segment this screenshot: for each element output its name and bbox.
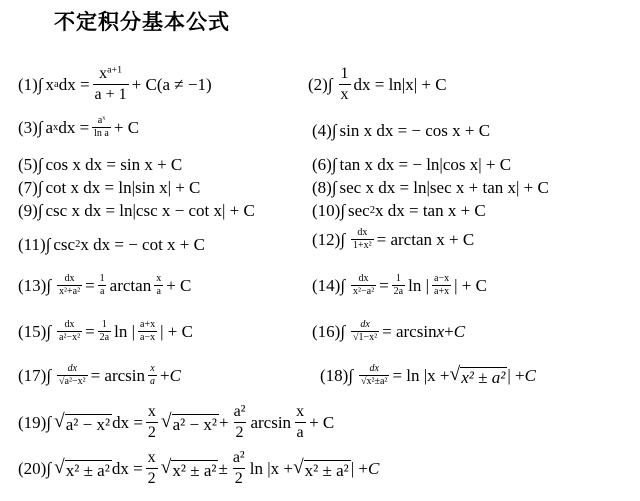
coefficient-fraction xyxy=(392,274,405,297)
fraction xyxy=(351,320,379,343)
result: sec x dx = ln|sec x + tan x| + C xyxy=(339,178,549,197)
integrand: sec xyxy=(348,201,370,220)
denominator: 2 xyxy=(235,424,244,441)
radicand: x² ± a² xyxy=(65,461,110,480)
formula-7 xyxy=(18,179,200,196)
integral-sign: ∫ xyxy=(340,201,345,220)
integral-sign: ∫ xyxy=(340,230,345,249)
numerator: a² xyxy=(233,403,246,420)
root-sign: √ xyxy=(160,411,172,432)
equals: dx = xyxy=(111,459,143,478)
denominator: x²−a² xyxy=(353,286,375,297)
function-name: ln | xyxy=(114,322,136,341)
radicand: x² ± a² xyxy=(172,461,217,480)
integral-sign: ∫ xyxy=(46,322,51,341)
result: csc x dx = ln|csc x − cot x| + C xyxy=(45,201,255,220)
constant: + C xyxy=(113,118,140,137)
result: = arctan x + C xyxy=(376,230,475,249)
constant: C xyxy=(368,459,380,478)
plus: | + xyxy=(507,366,525,385)
integral-sign: ∫ xyxy=(46,459,51,478)
formula-8 xyxy=(312,179,549,196)
denominator: 2 xyxy=(147,424,156,441)
result: dx = ln|x| + C xyxy=(353,75,447,94)
result: x dx = tan x + C xyxy=(374,201,486,220)
result: sin x dx = − cos x + C xyxy=(339,121,491,140)
numerator: a xyxy=(97,115,103,126)
formula-number: (6) xyxy=(312,155,332,174)
formula-number: (1) xyxy=(18,75,38,94)
integral-sign: ∫ xyxy=(340,276,345,295)
fraction xyxy=(57,320,82,343)
integral-sign: ∫ xyxy=(331,155,337,174)
formula-number: (8) xyxy=(312,178,332,197)
square-root xyxy=(161,412,219,433)
formula-number: (4) xyxy=(312,121,332,140)
formula-18 xyxy=(320,364,536,387)
coefficient-fraction xyxy=(98,320,111,343)
numerator: x xyxy=(156,273,162,284)
variable: x xyxy=(436,322,445,341)
numerator: 1 xyxy=(101,319,107,330)
equals: = xyxy=(85,322,95,341)
integral-sign: ∫ xyxy=(37,155,43,174)
formula-number: (19) xyxy=(18,413,47,432)
formula-number: (17) xyxy=(18,366,47,385)
formula-10: (10) ∫ sec 2 x dx = tan x + C xyxy=(312,201,486,220)
radicand: a² − x² xyxy=(172,415,217,434)
function-name: ln |x + xyxy=(249,459,293,478)
root-sign: √ xyxy=(361,376,367,387)
numerator: x xyxy=(147,449,156,466)
radicand: x² ± a² xyxy=(304,461,349,480)
numerator: 1 xyxy=(340,65,349,82)
numerator: a+x xyxy=(140,319,156,330)
formula-5 xyxy=(18,156,182,173)
integral-sign: ∫ xyxy=(46,366,51,385)
formula-number: (20) xyxy=(18,459,47,478)
result: = ln |x + xyxy=(392,366,450,385)
equals: dx = xyxy=(58,118,90,137)
formula-number: (13) xyxy=(18,276,47,295)
formula-4 xyxy=(312,122,490,139)
formula-number: (11) xyxy=(18,235,46,254)
formula-15 xyxy=(18,320,193,343)
radicand: x²±a² xyxy=(366,376,388,387)
numerator: dx xyxy=(67,363,78,374)
integral-sign: ∫ xyxy=(327,75,333,94)
formula-3: (3) ∫ a x dx = $\frac{a^x}{\text{ln a}}$ + C xyxy=(18,114,140,139)
denominator: x xyxy=(340,86,349,103)
fraction xyxy=(92,116,111,139)
equals: dx = xyxy=(58,75,90,94)
formula-9 xyxy=(18,202,255,219)
formula-12 xyxy=(312,228,474,251)
square-root xyxy=(54,412,112,433)
exponent: x xyxy=(102,114,106,122)
denominator: a xyxy=(296,424,304,441)
function-name: arcsin xyxy=(250,413,292,432)
plus: | + xyxy=(350,459,368,478)
integral-sign: ∫ xyxy=(348,366,353,385)
formula-20 xyxy=(18,450,379,487)
fraction xyxy=(359,364,389,387)
integral-sign: ∫ xyxy=(37,201,43,220)
argument-fraction xyxy=(294,404,306,441)
formula-13 xyxy=(18,274,191,297)
root-sign: √ xyxy=(54,411,65,432)
result: cos x dx = sin x + C xyxy=(45,155,183,174)
integral-sign: ∫ xyxy=(37,178,43,197)
fraction xyxy=(57,364,88,387)
formula-number: (15) xyxy=(18,322,47,341)
denominator: 2a xyxy=(99,332,110,343)
denominator: x²+a² xyxy=(59,286,81,297)
plus: + xyxy=(160,366,170,385)
root-sign: √ xyxy=(353,332,359,343)
numerator: 1 xyxy=(395,273,401,284)
denominator: a xyxy=(150,376,156,387)
coefficient-fraction xyxy=(146,404,158,441)
integral-sign: ∫ xyxy=(37,75,43,94)
result: x dx = − cot x + C xyxy=(80,235,205,254)
page-title: 不定积分基本公式 xyxy=(54,10,230,34)
fraction xyxy=(339,66,351,103)
argument-fraction xyxy=(154,274,163,297)
formula-6 xyxy=(312,156,511,173)
root-sign: √ xyxy=(449,364,461,385)
radicand: x² ± a² xyxy=(461,368,506,387)
formula-number: (2) xyxy=(308,75,328,94)
equals: = xyxy=(379,276,389,295)
square-root xyxy=(54,458,112,479)
coefficient-fraction xyxy=(146,450,158,487)
formula-16 xyxy=(312,320,465,343)
denominator: ln a xyxy=(94,128,109,139)
root-sign: √ xyxy=(54,457,65,478)
formula-number: (5) xyxy=(18,155,38,174)
numerator: dx xyxy=(360,319,370,330)
numerator: dx xyxy=(369,363,379,374)
integral-sign: ∫ xyxy=(331,121,337,140)
denominator: a²−x² xyxy=(59,332,81,343)
fraction xyxy=(351,228,374,251)
formula-17 xyxy=(18,364,181,387)
numerator: 1 xyxy=(99,273,105,284)
coefficient-fraction xyxy=(98,274,107,297)
root-sign: √ xyxy=(59,376,65,387)
integral-sign: ∫ xyxy=(340,322,345,341)
equals: = xyxy=(85,276,95,295)
exponent: a+1 xyxy=(107,64,123,76)
constant: + C(a ≠ −1) xyxy=(131,75,212,94)
integral-sign: ∫ xyxy=(46,413,51,432)
constant: C xyxy=(169,366,181,385)
integral-sign: ∫ xyxy=(46,276,51,295)
function-name: arctan xyxy=(109,276,152,295)
denominator: a xyxy=(156,286,161,297)
formula-number: (18) xyxy=(320,366,349,385)
argument-fraction xyxy=(432,274,451,297)
formula-number: (3) xyxy=(18,118,38,137)
coefficient-fraction xyxy=(232,404,248,441)
formula-14 xyxy=(312,274,487,297)
numerator: dx xyxy=(64,273,75,284)
plus: + xyxy=(444,322,454,341)
numerator: dx xyxy=(358,273,369,284)
integral-sign: ∫ xyxy=(37,118,43,137)
formula-11: (11) ∫ csc 2 x dx = − cot x + C xyxy=(18,235,205,254)
formula-number: (9) xyxy=(18,201,38,220)
denominator: a xyxy=(99,286,105,297)
formula-number: (7) xyxy=(18,178,38,197)
radicand: a² − x² xyxy=(65,415,111,434)
formula-number: (12) xyxy=(312,230,341,249)
square-root xyxy=(450,365,508,386)
constant: + C xyxy=(309,413,335,432)
equals: dx = xyxy=(112,413,143,432)
constant: + C xyxy=(166,276,192,295)
numerator: a−x xyxy=(434,273,450,284)
formula-19 xyxy=(18,404,334,441)
constant: C xyxy=(453,322,466,341)
function-name: ln | xyxy=(408,276,430,295)
integral-sign: ∫ xyxy=(331,178,337,197)
formula-number: (14) xyxy=(312,276,341,295)
integrand: csc xyxy=(53,235,76,254)
integrand: x xyxy=(45,75,54,94)
numerator: x xyxy=(147,403,156,420)
formula-1: (1) ∫ x a dx = $\frac{x^{a+1}}{a + 1}$ + C(a ≠ −1) xyxy=(18,64,212,103)
square-root xyxy=(161,458,219,479)
equals: = arcsin xyxy=(382,322,437,341)
numerator: dx xyxy=(357,227,368,238)
integral-sign: ∫ xyxy=(45,235,51,254)
formula-number: (16) xyxy=(312,322,341,341)
coefficient-fraction xyxy=(231,450,247,487)
numerator: x xyxy=(99,65,108,82)
numerator: x xyxy=(150,363,155,374)
numerator: x xyxy=(296,403,305,420)
denominator: 2 xyxy=(234,470,243,487)
root-sign: √ xyxy=(160,457,172,478)
plus: + xyxy=(218,413,229,432)
denominator: a−x xyxy=(140,332,156,343)
plus-minus: ± xyxy=(218,459,228,478)
integrand: a xyxy=(45,118,54,137)
square-root xyxy=(293,458,351,479)
denominator: a+x xyxy=(434,286,450,297)
radicand: a²−x² xyxy=(64,376,86,387)
denominator: 1+x² xyxy=(353,240,372,251)
numerator: a² xyxy=(232,449,245,466)
argument-fraction xyxy=(138,320,157,343)
numerator: dx xyxy=(64,319,75,330)
denominator: 2a xyxy=(393,286,404,297)
constant: C xyxy=(524,366,536,385)
result: cot x dx = ln|sin x| + C xyxy=(45,178,201,197)
fraction xyxy=(351,274,376,297)
fraction xyxy=(93,66,129,103)
equals: = arcsin xyxy=(90,366,146,385)
constant: | + C xyxy=(160,322,193,341)
fraction xyxy=(57,274,82,297)
constant: | + C xyxy=(454,276,487,295)
radicand: 1−x² xyxy=(358,332,378,343)
root-sign: √ xyxy=(292,457,304,478)
denominator: 2 xyxy=(147,470,156,487)
result: tan x dx = − ln|cos x| + C xyxy=(339,155,512,174)
formula-2 xyxy=(308,66,447,103)
formula-number: (10) xyxy=(312,201,341,220)
denominator: a + 1 xyxy=(94,86,127,103)
argument-fraction xyxy=(148,364,157,387)
